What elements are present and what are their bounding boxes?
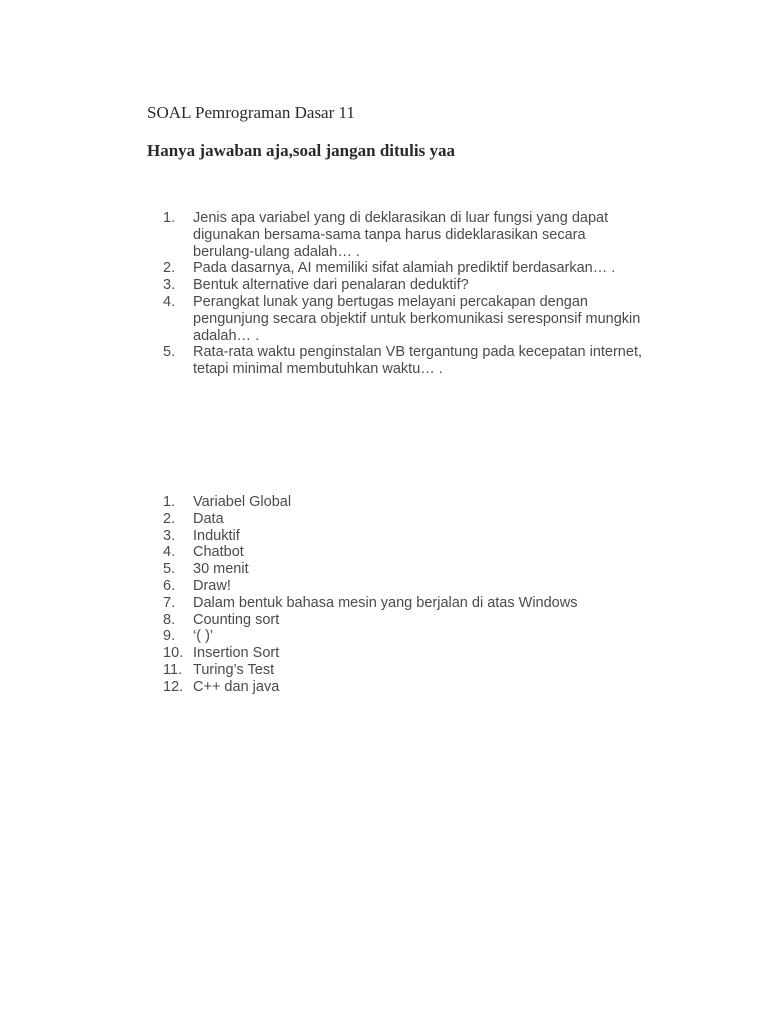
question-item — [163, 277, 643, 294]
answer-text: Variabel Global — [193, 494, 292, 510]
answer-item — [163, 595, 643, 612]
question-number: 4. — [163, 293, 176, 310]
answer-list — [163, 494, 643, 696]
answer-text: Induktif — [193, 527, 240, 544]
question-list — [163, 210, 643, 378]
answer-item — [163, 511, 643, 528]
question-text: Bentuk alternative dari penalaran deduktif? — [193, 277, 469, 294]
question-number: 2. — [163, 260, 176, 277]
question-item — [163, 294, 643, 344]
answer-number: 4. — [163, 544, 176, 561]
answer-text: Insertion Sort — [193, 645, 280, 662]
question-text: Rata-rata waktu penginstalan VB tergantung pada kecepatan internet, tetapi minimal membutuhkan waktu… . — [193, 344, 642, 378]
answer-item — [163, 679, 643, 696]
answer-text: C++ dan java — [193, 678, 280, 695]
answer-number: 2. — [163, 510, 176, 527]
answer-text: ‘( )’ — [193, 628, 214, 645]
question-item — [163, 260, 643, 277]
answer-item — [163, 528, 643, 545]
answer-number: 8. — [163, 611, 176, 628]
answer-item — [163, 645, 643, 662]
answer-number: 6. — [163, 577, 176, 594]
question-number: 1. — [163, 210, 176, 226]
answer-item — [163, 612, 643, 629]
answer-item — [163, 494, 643, 511]
answer-text: 30 menit — [193, 561, 249, 578]
answer-number: 7. — [163, 594, 176, 611]
question-text: Pada dasarnya, AI memiliki sifat alamiah prediktif berdasarkan… . — [193, 260, 616, 277]
answer-item — [163, 628, 643, 645]
answer-number: 10. — [163, 645, 184, 662]
answer-item — [163, 544, 643, 561]
question-text: Jenis apa variabel yang di deklarasikan di luar fungsi yang dapat digunakan bersama-sama tanpa harus dideklarasikan secara berulang-ulang adalah… . — [193, 210, 609, 260]
answer-text: Dalam bentuk bahasa mesin yang berjalan di atas Windows — [193, 594, 578, 611]
question-number: 3. — [163, 277, 176, 294]
answer-text: Counting sort — [193, 611, 280, 628]
question-item — [163, 210, 643, 260]
document-subtitle: Hanya jawaban aja,soal jangan ditulis yaa — [147, 141, 455, 160]
answer-text: Turing’s Test — [193, 661, 275, 678]
answer-text: Chatbot — [193, 544, 244, 561]
answer-number: 9. — [163, 628, 176, 645]
question-number: 5. — [163, 344, 176, 361]
question-item — [163, 344, 643, 378]
answer-number: 11. — [163, 661, 183, 678]
answer-text: Draw! — [193, 577, 231, 594]
document-title: SOAL Pemrograman Dasar 11 — [147, 103, 355, 122]
answer-text: Data — [193, 510, 224, 527]
answer-number: 3. — [163, 527, 176, 544]
question-text: Perangkat lunak yang bertugas melayani percakapan dengan pengunjung secara objektif untuk berkomunikasi seresponsif mungkin adalah… . — [193, 293, 641, 344]
answer-item — [163, 561, 643, 578]
answer-item — [163, 578, 643, 595]
answer-number: 5. — [163, 561, 176, 578]
answer-item — [163, 662, 643, 679]
answer-number: 1. — [163, 494, 176, 510]
answer-number: 12. — [163, 678, 184, 695]
